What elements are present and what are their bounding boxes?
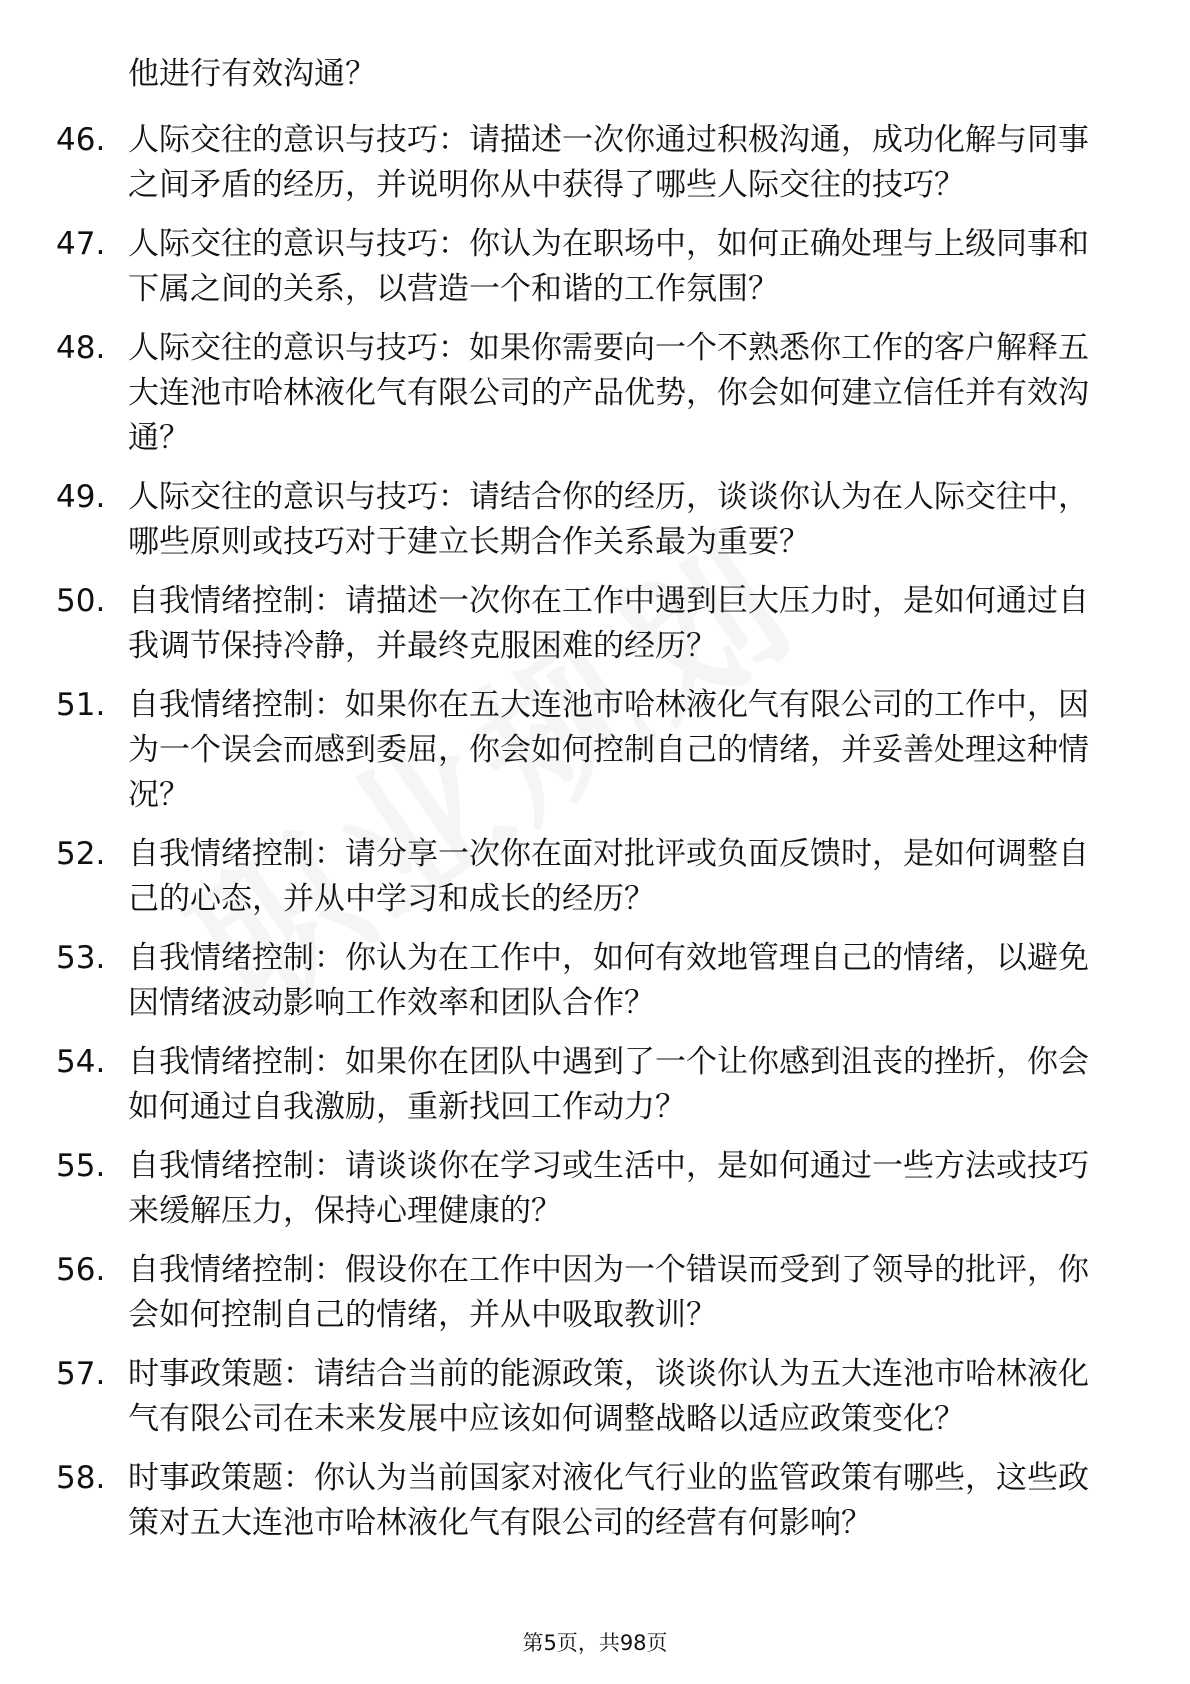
page-footer [0, 1628, 1190, 1658]
question-list [0, 118, 1190, 1560]
continuation-text: 他进行有效沟通？ [128, 56, 376, 92]
page-number-label: 第5页，共98页 [522, 1631, 668, 1655]
question-item [0, 118, 1190, 208]
question-text: 自我情绪控制：你认为在工作中，如何有效地管理自己的情绪，以避免因情绪波动影响工作效率和团队合作？ [128, 940, 1089, 1021]
question-number: 47. [56, 226, 106, 262]
question-item [0, 579, 1190, 669]
question-text: 时事政策题：请结合当前的能源政策，谈谈你认为五大连池市哈林液化气有限公司在未来发展中应该如何调整战略以适应政策变化？ [128, 1356, 1089, 1437]
question-item [0, 222, 1190, 312]
question-number: 57. [56, 1356, 106, 1392]
question-number: 48. [56, 330, 106, 366]
question-item [0, 936, 1190, 1026]
question-text: 自我情绪控制：如果你在团队中遇到了一个让你感到沮丧的挫折，你会如何通过自我激励，重新找回工作动力？ [128, 1044, 1089, 1125]
question-text: 人际交往的意识与技巧：如果你需要向一个不熟悉你工作的客户解释五大连池市哈林液化气有限公司的产品优势，你会如何建立信任并有效沟通？ [128, 330, 1089, 456]
question-item [0, 1144, 1190, 1234]
question-text: 人际交往的意识与技巧：请结合你的经历，谈谈你认为在人际交往中，哪些原则或技巧对于建立长期合作关系最为重要？ [128, 479, 1089, 560]
question-number: 46. [56, 122, 106, 158]
question-number: 55. [56, 1148, 106, 1184]
question-item [0, 1248, 1190, 1338]
question-number: 56. [56, 1252, 106, 1288]
question-text: 人际交往的意识与技巧：请描述一次你通过积极沟通，成功化解与同事之间矛盾的经历，并说明你从中获得了哪些人际交往的技巧？ [128, 122, 1089, 203]
question-item [0, 1040, 1190, 1130]
question-number: 52. [56, 836, 106, 872]
question-item [0, 832, 1190, 922]
question-text: 时事政策题：你认为当前国家对液化气行业的监管政策有哪些，这些政策对五大连池市哈林液化气有限公司的经营有何影响？ [128, 1460, 1089, 1541]
question-text: 自我情绪控制：如果你在五大连池市哈林液化气有限公司的工作中，因为一个误会而感到委屈，你会如何控制自己的情绪，并妥善处理这种情况？ [128, 687, 1089, 813]
question-item [0, 683, 1190, 818]
question-number: 54. [56, 1044, 106, 1080]
question-text: 人际交往的意识与技巧：你认为在职场中，如何正确处理与上级同事和下属之间的关系，以营造一个和谐的工作氛围？ [128, 226, 1089, 307]
question-number: 50. [56, 583, 106, 619]
question-number: 49. [56, 479, 106, 515]
question-text: 自我情绪控制：请分享一次你在面对批评或负面反馈时，是如何调整自己的心态，并从中学习和成长的经历？ [128, 836, 1089, 917]
question-number: 51. [56, 687, 106, 723]
question-text: 自我情绪控制：假设你在工作中因为一个错误而受到了领导的批评，你会如何控制自己的情绪，并从中吸取教训？ [128, 1252, 1089, 1333]
question-text: 自我情绪控制：请描述一次你在工作中遇到巨大压力时，是如何通过自我调节保持冷静，并最终克服困难的经历？ [128, 583, 1089, 664]
question-item [0, 475, 1190, 565]
question-text: 自我情绪控制：请谈谈你在学习或生活中，是如何通过一些方法或技巧来缓解压力，保持心理健康的？ [128, 1148, 1089, 1229]
question-item [0, 1456, 1190, 1546]
question-item [0, 1352, 1190, 1442]
question-item [0, 326, 1190, 461]
question-number: 58. [56, 1460, 106, 1496]
question-number: 53. [56, 940, 106, 976]
